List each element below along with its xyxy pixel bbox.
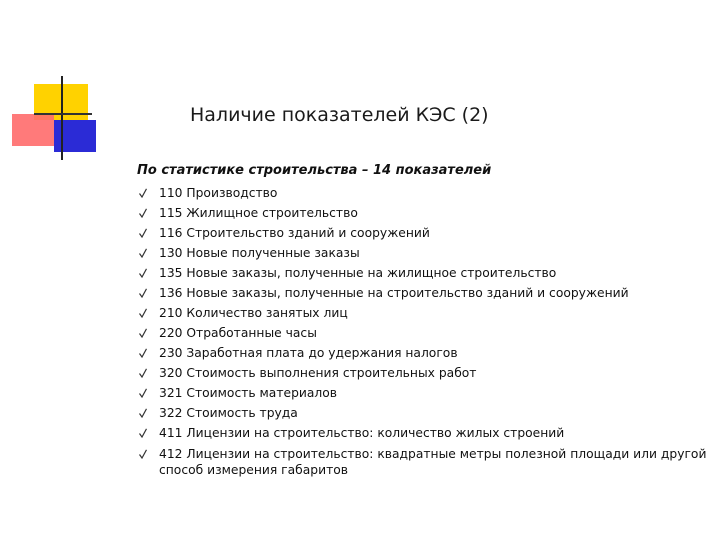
check-icon (139, 449, 147, 459)
list-item-text: 135 Новые заказы, полученные на жилищное строительство (159, 266, 557, 280)
check-icon (139, 288, 147, 298)
check-icon (139, 328, 147, 338)
list-item (137, 203, 707, 223)
check-icon (139, 188, 147, 198)
list-item-text: 220 Отработанные часы (159, 326, 317, 340)
list-item (137, 363, 707, 383)
check-icon (139, 408, 147, 418)
list-item-text: 411 Лицензии на строительство: количество жилых строений (159, 426, 565, 440)
list-item (137, 403, 707, 423)
list-item (137, 423, 707, 443)
logo-horizontal-line (34, 113, 92, 115)
list-item (137, 343, 707, 363)
check-icon (139, 308, 147, 318)
list-item (137, 223, 707, 243)
list-item-text: 116 Строительство зданий и сооружений (159, 226, 430, 240)
list-item (137, 443, 707, 478)
list-item-text: 210 Количество занятых лиц (159, 306, 348, 320)
list-item-text: 321 Стоимость материалов (159, 386, 338, 400)
logo-red-square (12, 114, 54, 146)
list-item (137, 263, 707, 283)
list-item-text: 110 Производство (159, 186, 278, 200)
list-item-text: 136 Новые заказы, полученные на строительство зданий и сооружений (159, 286, 629, 300)
indicator-list (137, 183, 707, 478)
list-item-text: 322 Стоимость труда (159, 406, 298, 420)
page-title: Наличие показателей КЭС (2) (190, 104, 489, 126)
logo-vertical-line (61, 76, 63, 160)
section-subtitle: По статистике строительства – 14 показателей (137, 163, 492, 178)
list-item-text: 320 Стоимость выполнения строительных работ (159, 366, 477, 380)
list-item-text: 230 Заработная плата до удержания налогов (159, 346, 458, 360)
list-item (137, 243, 707, 263)
list-item-text: 130 Новые полученные заказы (159, 246, 360, 260)
list-item-text: 412 Лицензии на строительство: квадратные метры полезной площади или другой способ измерения габаритов (159, 447, 707, 477)
list-item (137, 283, 707, 303)
list-item-text: 115 Жилищное строительство (159, 206, 358, 220)
list-item (137, 383, 707, 403)
list-item (137, 183, 707, 203)
check-icon (139, 208, 147, 218)
check-icon (139, 228, 147, 238)
check-icon (139, 428, 147, 438)
check-icon (139, 248, 147, 258)
check-icon (139, 348, 147, 358)
list-item (137, 323, 707, 343)
check-icon (139, 268, 147, 278)
check-icon (139, 368, 147, 378)
check-icon (139, 388, 147, 398)
list-item (137, 303, 707, 323)
